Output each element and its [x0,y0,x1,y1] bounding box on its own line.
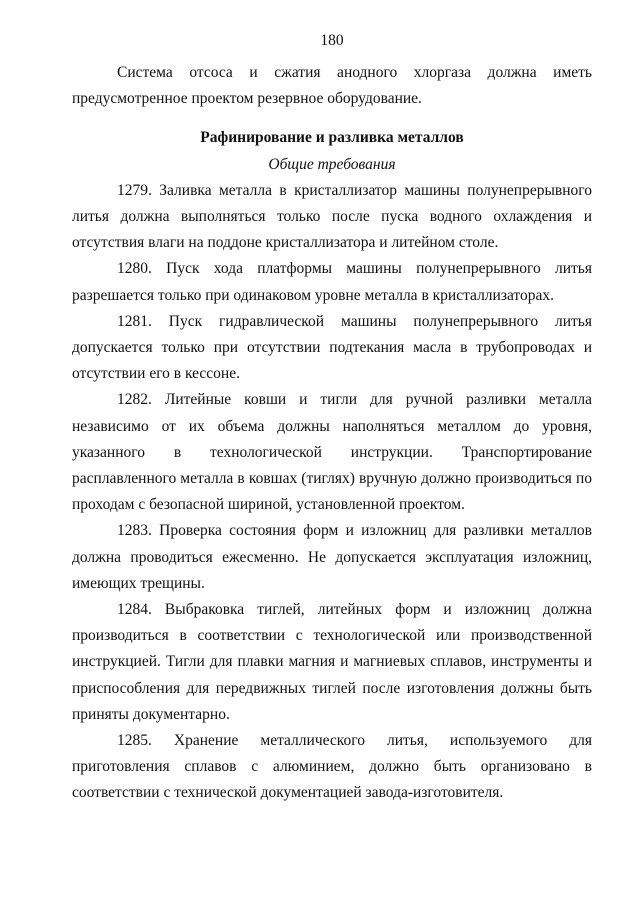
page-number: 180 [320,32,344,49]
section-title: Рафинирование и разливка металлов [200,129,464,147]
intro-paragraph: Система отсоса и сжатия анодного хлоргаза должна иметь предусмотренное проектом резервное оборудование. [72,64,592,108]
paragraph-1281: 1281. Пуск гидравлической машины полунепрерывного литья допускается только при отсутствии подтекания масла в трубопроводах и отсутствии его в кессоне. [72,312,592,383]
paragraph-1282: 1282. Литейные ковши и тигли для ручной разливки металла независимо от их объема должны наполняться металлом до уровня, указанного в технологической инструкции. Транспортирование расплавленного металла в ковшах (тиглях) вручную должно производиться по проходам с безопасной шириной, установленной проектом. [72,391,592,514]
paragraph-1280: 1280. Пуск хода платформы машины полунепрерывного литья разрешается только при одинаковом уровне металла в кристаллизаторах. [72,260,592,304]
paragraph-1279: 1279. Заливка металла в кристаллизатор машины полунепрерывного литья должна выполняться только после пуска водного охлаждения и отсутствия влаги на поддоне кристаллизатора и литейном столе. [72,181,592,252]
paragraph-1284: 1284. Выбраковка тиглей, литейных форм и изложниц должна производиться в соответствии с технологической или производственной инструкцией. Тигли для плавки магния и магниевых сплавов, инструменты и приспособления для передвижных тиглей после изготовления должны быть приняты документарно. [72,601,592,723]
paragraph-1285: 1285. Хранение металлического литья, используемого для приготовления сплавов с алюминием, должно быть организовано в соответствии с технической документацией завода-изготовителя. [72,732,592,802]
paragraph-1283: 1283. Проверка состояния форм и изложниц для разливки металлов должна проводиться ежесменно. Не допускается эксплуатация изложниц, имеющих трещины. [72,522,592,592]
page-content [72,28,592,807]
subsection-title: Общие требования [268,155,396,173]
